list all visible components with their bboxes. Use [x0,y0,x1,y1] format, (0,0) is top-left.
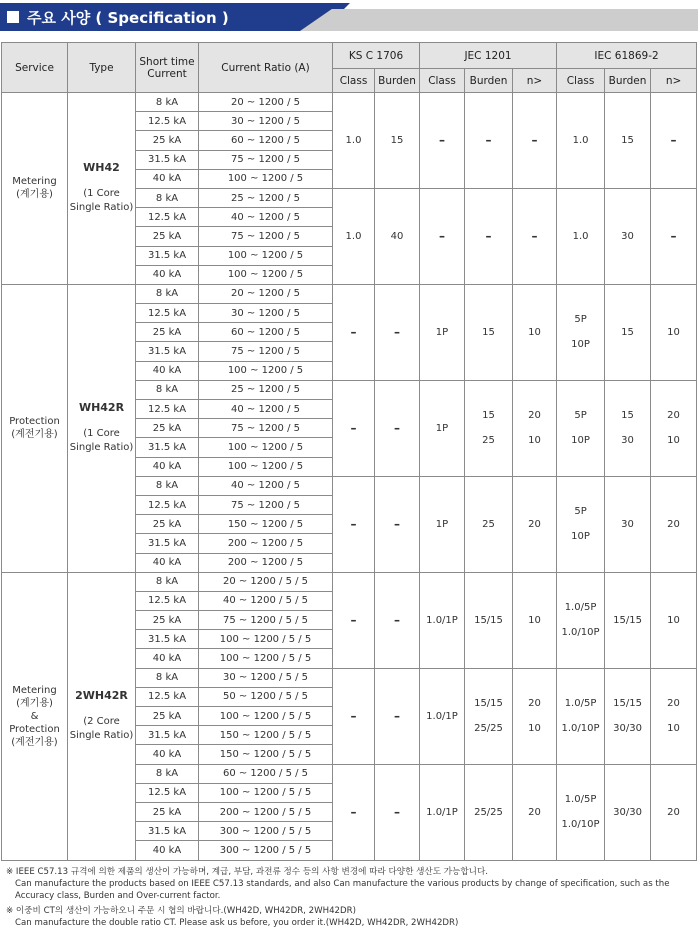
cell-value: 30 [621,518,634,530]
current-ratio-cell: 100 ~ 1200 / 5 / 5 [199,630,333,649]
service-cell [2,284,68,572]
cell-value: – [394,612,400,627]
service-label: (계전기용) [11,736,58,748]
short-time-current-cell: 8 kA [136,572,199,591]
current-ratio-cell: 60 ~ 1200 / 5 [199,323,333,342]
type-code: 2WH42R [75,689,128,703]
cell-value: – [394,708,400,723]
current-ratio-cell: 30 ~ 1200 / 5 [199,304,333,323]
cell-value: 25 [482,435,495,447]
short-time-current-cell: 25 kA [136,802,199,821]
short-time-current-cell: 8 kA [136,380,199,399]
footnote-english: Can manufacture the products based on IEEE C57.13 standards, and also Can manufacture the various products by change of specification, such as the Accuracy class, Burden and Over-current factor. [15,879,670,901]
table-row [2,572,697,591]
iec-burden-cell [605,380,651,476]
header-short-time-current: Short time Current [136,43,199,93]
service-label: Metering [12,684,57,696]
cell-value: 1.0/10P [561,723,600,735]
cell-value: 20 [528,410,541,422]
service-label: Protection [9,416,60,428]
iec-burden-cell [605,668,651,764]
ks-class-cell [333,93,375,189]
header-iec-burden: Burden [605,69,651,93]
type-cell [68,284,136,572]
ks-class-cell [333,284,375,380]
cell-value: 30 [621,435,634,447]
cell-value: 20 [667,410,680,422]
cell-value: 15/15 [474,698,503,710]
ks-class-cell [333,668,375,764]
cell-value: 1P [435,518,449,530]
cell-value: 25 [482,518,495,530]
type-cell [68,93,136,285]
cell-value: 1.0/1P [426,614,458,626]
current-ratio-cell: 200 ~ 1200 / 5 [199,553,333,572]
short-time-current-cell: 31.5 kA [136,630,199,649]
short-time-current-cell: 40 kA [136,649,199,668]
short-time-current-cell: 31.5 kA [136,150,199,169]
current-ratio-cell: 30 ~ 1200 / 5 / 5 [199,668,333,687]
type-note: (1 Core [83,428,120,440]
short-time-current-cell: 8 kA [136,764,199,783]
current-ratio-cell: 100 ~ 1200 / 5 [199,246,333,265]
header-type: Type [68,43,136,93]
current-ratio-cell: 60 ~ 1200 / 5 [199,131,333,150]
cell-value: – [670,132,677,147]
current-ratio-cell: 60 ~ 1200 / 5 / 5 [199,764,333,783]
service-label: Protection [9,723,60,735]
jec-n-cell [513,93,557,189]
ks-burden-cell [375,380,420,476]
current-ratio-cell: 75 ~ 1200 / 5 [199,150,333,169]
short-time-current-cell: 25 kA [136,131,199,150]
current-ratio-cell: 20 ~ 1200 / 5 / 5 [199,572,333,591]
footnote-korean: ※ 이중비 CT의 생산이 가능하오니 주문 시 협의 바랍니다.(WH42D, WH42DR, 2WH42DR) [6,906,356,916]
cell-value: 1P [435,422,449,434]
short-time-current-cell: 31.5 kA [136,246,199,265]
cell-value: 10 [667,326,680,338]
short-time-current-cell: 40 kA [136,553,199,572]
cell-value: 1.0 [345,230,362,242]
jec-class-cell [420,668,465,764]
iec-n-cell [651,668,697,764]
short-time-current-cell: 8 kA [136,668,199,687]
short-time-current-cell: 25 kA [136,611,199,630]
current-ratio-cell: 40 ~ 1200 / 5 [199,476,333,495]
specification-body [2,93,697,861]
current-ratio-cell: 75 ~ 1200 / 5 [199,342,333,361]
cell-value: 1.0/10P [561,627,600,639]
current-ratio-cell: 100 ~ 1200 / 5 [199,361,333,380]
short-time-current-cell: 8 kA [136,188,199,207]
ks-burden-cell [375,284,420,380]
jec-n-cell [513,476,557,572]
current-ratio-cell: 75 ~ 1200 / 5 [199,419,333,438]
jec-n-cell [513,380,557,476]
current-ratio-cell: 300 ~ 1200 / 5 / 5 [199,822,333,841]
jec-class-cell [420,476,465,572]
cell-value: 20 [667,518,680,530]
jec-burden-cell [465,284,513,380]
cell-value: 30/30 [613,723,642,735]
footnote [6,866,696,902]
short-time-current-cell: 12.5 kA [136,783,199,802]
ks-class-cell [333,380,375,476]
service-cell [2,572,68,860]
current-ratio-cell: 100 ~ 1200 / 5 [199,169,333,188]
cell-value: 1.0 [572,230,589,242]
service-label: (계기용) [16,697,53,709]
cell-value: 10 [528,723,541,735]
current-ratio-cell: 100 ~ 1200 / 5 [199,265,333,284]
current-ratio-cell: 25 ~ 1200 / 5 [199,380,333,399]
short-time-current-cell: 12.5 kA [136,112,199,131]
type-code: WH42 [83,161,120,175]
short-time-current-cell: 40 kA [136,265,199,284]
current-ratio-cell: 40 ~ 1200 / 5 / 5 [199,591,333,610]
short-time-current-cell: 25 kA [136,707,199,726]
cell-value: 15 [482,326,495,338]
cell-value: – [531,228,538,243]
ks-class-cell [333,188,375,284]
cell-value: 5P [574,314,587,326]
cell-value: 1.0 [345,134,362,146]
footnote-english: Can manufacture the double ratio CT. Please ask us before, you order it.(WH42D, WH42DR, 2WH42DR) [15,918,459,928]
jec-class-cell [420,380,465,476]
jec-burden-cell [465,476,513,572]
short-time-current-cell: 25 kA [136,515,199,534]
type-cell [68,572,136,860]
jec-burden-cell [465,188,513,284]
header-jec-burden: Burden [465,69,513,93]
cell-value: 15 [621,326,634,338]
header-ks-class: Class [333,69,375,93]
jec-n-cell [513,188,557,284]
short-time-current-cell: 25 kA [136,323,199,342]
ks-burden-cell [375,668,420,764]
jec-class-cell [420,188,465,284]
cell-value: 15 [621,410,634,422]
cell-value: 1.0/5P [564,602,597,614]
short-time-current-cell: 31.5 kA [136,726,199,745]
iec-burden-cell [605,284,651,380]
header-jec-1201: JEC 1201 [420,43,557,69]
current-ratio-cell: 100 ~ 1200 / 5 [199,457,333,476]
cell-value: 10P [571,339,590,351]
short-time-current-cell: 31.5 kA [136,342,199,361]
cell-value: 25/25 [474,723,503,735]
cell-value: 15/15 [474,614,503,626]
current-ratio-cell: 100 ~ 1200 / 5 [199,438,333,457]
iec-class-cell [557,668,605,764]
short-time-current-cell: 31.5 kA [136,822,199,841]
short-time-current-cell: 31.5 kA [136,534,199,553]
cell-value: 1.0/5P [564,794,597,806]
short-time-current-cell: 40 kA [136,361,199,380]
ks-burden-cell [375,572,420,668]
current-ratio-cell: 75 ~ 1200 / 5 [199,495,333,514]
current-ratio-cell: 300 ~ 1200 / 5 / 5 [199,841,333,860]
cell-value: 10 [667,723,680,735]
footnote-korean: ※ IEEE C57.13 규격에 의한 제품의 생산이 가능하며, 계급, 부담, 과전류 정수 등의 사항 변경에 따라 다양한 생산도 가능합니다. [6,867,488,877]
cell-value: 10 [667,614,680,626]
specification-table [1,42,697,861]
header-jec-n: n> [513,69,557,93]
iec-n-cell [651,380,697,476]
header-jec-class: Class [420,69,465,93]
current-ratio-cell: 50 ~ 1200 / 5 / 5 [199,687,333,706]
cell-value: 10 [528,435,541,447]
cell-value: 20 [667,698,680,710]
header-iec-61869-2: IEC 61869-2 [557,43,697,69]
service-label: (계전기용) [11,429,58,441]
cell-value: 10 [528,326,541,338]
cell-value: 30/30 [613,806,642,818]
cell-value: – [531,132,538,147]
cell-value: 5P [574,506,587,518]
jec-n-cell [513,284,557,380]
iec-class-cell [557,476,605,572]
cell-value: – [350,708,357,723]
current-ratio-cell: 20 ~ 1200 / 5 [199,284,333,303]
iec-class-cell [557,380,605,476]
iec-n-cell [651,93,697,189]
cell-value: 25/25 [474,806,503,818]
short-time-current-cell: 25 kA [136,227,199,246]
cell-value: 1.0/5P [564,698,597,710]
short-time-current-cell: 12.5 kA [136,687,199,706]
iec-burden-cell [605,476,651,572]
short-time-current-cell: 31.5 kA [136,438,199,457]
cell-value: – [350,324,357,339]
jec-burden-cell [465,764,513,860]
cell-value: 20 [528,806,541,818]
current-ratio-cell: 150 ~ 1200 / 5 / 5 [199,745,333,764]
jec-n-cell [513,572,557,668]
iec-n-cell [651,572,697,668]
short-time-current-cell: 40 kA [136,169,199,188]
header-accent-bar [300,9,698,31]
section-header [0,0,698,34]
current-ratio-cell: 20 ~ 1200 / 5 [199,93,333,112]
footnote [6,905,696,929]
cell-value: 1P [435,326,449,338]
cell-value: 10P [571,435,590,447]
type-note: Single Ratio) [69,202,134,214]
short-time-current-cell: 8 kA [136,93,199,112]
iec-class-cell [557,284,605,380]
jec-class-cell [420,764,465,860]
header-ks-burden: Burden [375,69,420,93]
jec-burden-cell [465,572,513,668]
short-time-current-cell: 40 kA [136,457,199,476]
current-ratio-cell: 25 ~ 1200 / 5 [199,188,333,207]
footnotes [6,866,696,932]
iec-n-cell [651,764,697,860]
cell-value: – [485,228,492,243]
jec-n-cell [513,668,557,764]
short-time-current-cell: 40 kA [136,745,199,764]
current-ratio-cell: 30 ~ 1200 / 5 [199,112,333,131]
cell-value: – [350,804,357,819]
current-ratio-cell: 200 ~ 1200 / 5 [199,534,333,553]
current-ratio-cell: 75 ~ 1200 / 5 / 5 [199,611,333,630]
current-ratio-cell: 150 ~ 1200 / 5 [199,515,333,534]
short-time-current-cell: 12.5 kA [136,208,199,227]
ks-burden-cell [375,188,420,284]
type-note: (1 Core [83,188,120,200]
ks-class-cell [333,476,375,572]
table-row [2,284,697,303]
header-current-ratio: Current Ratio (A) [199,43,333,93]
current-ratio-cell: 100 ~ 1200 / 5 / 5 [199,649,333,668]
cell-value: 20 [528,698,541,710]
iec-class-cell [557,764,605,860]
cell-value: – [394,804,400,819]
short-time-current-cell: 8 kA [136,284,199,303]
service-label: & [30,710,39,722]
cell-value: – [439,132,445,147]
type-note: Single Ratio) [69,442,134,454]
ks-burden-cell [375,93,420,189]
cell-value: 10P [571,531,590,543]
header-service: Service [2,43,68,93]
cell-value: 15 [482,410,495,422]
type-note: (2 Core [83,716,120,728]
short-time-current-cell: 12.5 kA [136,304,199,323]
cell-value: 10 [667,435,680,447]
cell-value: 20 [667,806,680,818]
service-label: Metering [12,176,57,188]
cell-value: 15 [390,134,404,146]
cell-value: 1.0/1P [426,806,458,818]
ks-class-cell [333,764,375,860]
current-ratio-cell: 100 ~ 1200 / 5 / 5 [199,783,333,802]
cell-value: 5P [574,410,587,422]
ks-burden-cell [375,476,420,572]
iec-class-cell [557,93,605,189]
iec-n-cell [651,476,697,572]
jec-class-cell [420,572,465,668]
cell-value: – [394,420,400,435]
cell-value: – [394,324,400,339]
iec-class-cell [557,188,605,284]
iec-n-cell [651,188,697,284]
current-ratio-cell: 40 ~ 1200 / 5 [199,400,333,419]
short-time-current-cell: 12.5 kA [136,400,199,419]
table-row [2,93,697,112]
jec-class-cell [420,93,465,189]
cell-value: 20 [528,518,541,530]
cell-value: – [670,228,677,243]
short-time-current-cell: 25 kA [136,419,199,438]
cell-value: 15/15 [613,614,642,626]
type-note: Single Ratio) [69,730,134,742]
service-cell [2,93,68,285]
section-title: 주요 사양 ( Specification ) [27,9,229,27]
cell-value: 15 [621,134,634,146]
current-ratio-cell: 150 ~ 1200 / 5 / 5 [199,726,333,745]
jec-n-cell [513,764,557,860]
iec-burden-cell [605,188,651,284]
jec-burden-cell [465,93,513,189]
jec-burden-cell [465,380,513,476]
header-ksc-1706: KS C 1706 [333,43,420,69]
current-ratio-cell: 200 ~ 1200 / 5 / 5 [199,802,333,821]
current-ratio-cell: 100 ~ 1200 / 5 / 5 [199,707,333,726]
cell-value: – [350,612,357,627]
ks-burden-cell [375,764,420,860]
header-iec-class: Class [557,69,605,93]
cell-value: – [394,516,400,531]
iec-class-cell [557,572,605,668]
iec-burden-cell [605,764,651,860]
iec-n-cell [651,284,697,380]
cell-value: 40 [390,230,404,242]
service-label: (계기용) [16,189,53,201]
cell-value: 30 [621,230,634,242]
cell-value: – [350,516,357,531]
square-bullet-icon [7,11,19,23]
short-time-current-cell: 12.5 kA [136,591,199,610]
short-time-current-cell: 12.5 kA [136,495,199,514]
cell-value: 1.0/10P [561,819,600,831]
iec-burden-cell [605,93,651,189]
current-ratio-cell: 75 ~ 1200 / 5 [199,227,333,246]
jec-class-cell [420,284,465,380]
header-iec-n: n> [651,69,697,93]
cell-value: – [439,228,445,243]
short-time-current-cell: 8 kA [136,476,199,495]
cell-value: – [485,132,492,147]
ks-class-cell [333,572,375,668]
cell-value: – [350,420,357,435]
short-time-current-cell: 40 kA [136,841,199,860]
cell-value: 15/15 [613,698,642,710]
iec-burden-cell [605,572,651,668]
cell-value: 1.0 [572,134,589,146]
jec-burden-cell [465,668,513,764]
type-code: WH42R [78,401,125,415]
cell-value: 1.0/1P [426,710,458,722]
cell-value: 10 [528,614,541,626]
current-ratio-cell: 40 ~ 1200 / 5 [199,208,333,227]
